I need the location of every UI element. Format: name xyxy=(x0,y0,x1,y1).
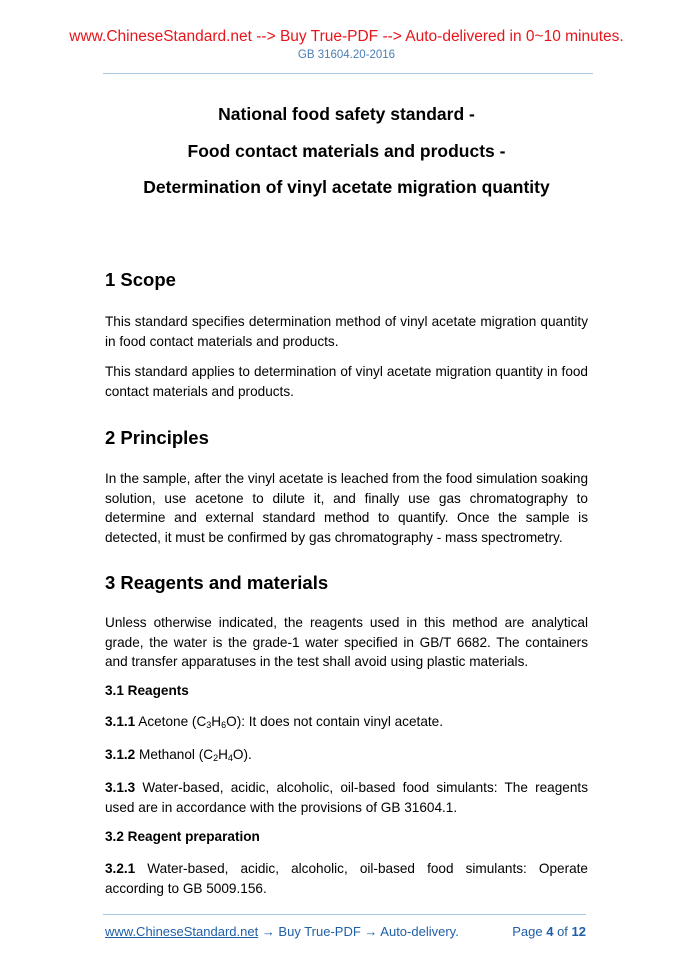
footer-text: → Buy True-PDF → Auto-delivery. xyxy=(258,924,459,939)
subsection-heading-reagent-preparation: 3.2 Reagent preparation xyxy=(105,829,260,844)
principles-paragraph: In the sample, after the vinyl acetate is leached from the food simulation soaking solution, use acetone to dilute it, and finally use gas chromatography to determine and external standard method to quantify. Once the sample is detected, it must be confirmed by gas chromatography - mass spectrometry. xyxy=(105,471,588,545)
promo-banner: www.ChineseStandard.net --> Buy True-PDF --> Auto-delivered in 0~10 minutes. xyxy=(69,28,624,45)
doc-title-line1: National food safety standard - xyxy=(218,104,475,124)
section-heading-reagents: 3 Reagents and materials xyxy=(105,572,329,593)
item-number: 3.1.2 xyxy=(105,747,136,762)
reagent-item-3-1-2: 3.1.2 Methanol $(C_2H_4O)$. xyxy=(105,747,252,763)
subsection-heading-reagents: 3.1 Reagents xyxy=(105,683,189,698)
footer-site-link[interactable]: www.ChineseStandard.net xyxy=(105,924,259,939)
standard-code: GB 31604.20-2016 xyxy=(297,49,396,61)
section-heading-scope: 1 Scope xyxy=(105,269,176,290)
page-footer xyxy=(105,924,588,939)
footer-divider xyxy=(103,914,586,915)
page-indicator: Page 4 of 12 xyxy=(512,924,586,939)
reagent-item-3-1-3: 3.1.3 Water-based, acidic, alcoholic, oil-based food simulants: The reagents used are in accordance with the provisions of GB 31604.1. xyxy=(105,780,588,815)
section-heading-principles: 2 Principles xyxy=(105,427,209,448)
reagent-item-3-2-1: 3.2.1 Water-based, acidic, alcoholic, oil-based food simulants: Operate according to GB 5009.156. xyxy=(105,861,588,896)
item-number: 3.2.1 xyxy=(105,861,136,876)
scope-paragraph-1: This standard specifies determination method of vinyl acetate migration quantity in food contact materials and products. xyxy=(105,314,588,349)
doc-title-line3: Determination of vinyl acetate migration quantity xyxy=(143,177,550,197)
total-pages: 12 xyxy=(571,924,586,939)
reagent-item-3-1-1: 3.1.1 Acetone $(C_3H_6O)$: It does not contain vinyl acetate. xyxy=(105,714,443,730)
reagents-paragraph: Unless otherwise indicated, the reagents used in this method are analytical grade, the water is the grade-1 water specified in GB/T 6682. The containers and transfer apparatuses in the test shall avoid using plastic materials. xyxy=(105,615,588,669)
item-number: 3.1.3 xyxy=(105,780,136,795)
item-number: 3.1.1 xyxy=(105,714,136,729)
scope-paragraph-2: This standard applies to determination of vinyl acetate migration quantity in food contact materials and products. xyxy=(105,364,588,399)
current-page: 4 xyxy=(546,924,554,939)
header-divider xyxy=(103,73,593,74)
doc-title-line2: Food contact materials and products - xyxy=(187,141,506,161)
